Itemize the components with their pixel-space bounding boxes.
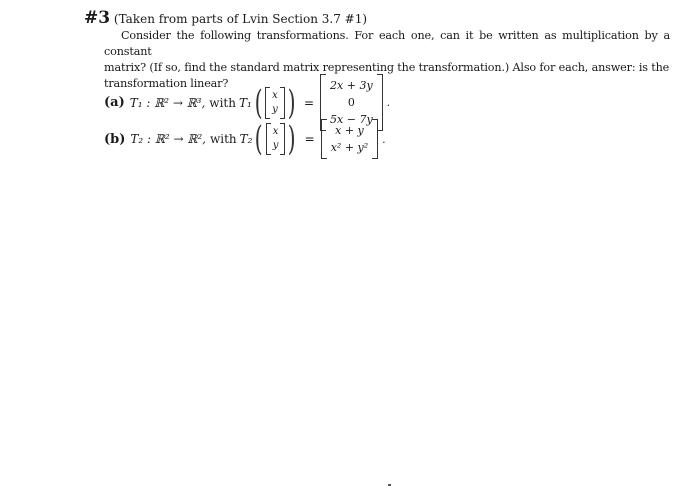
problem-source: (Taken from parts of Lvin Section 3.7 #1)	[113, 12, 368, 26]
part-b-period: .	[382, 132, 386, 146]
problem-header	[84, 10, 676, 28]
part-a-input-vector	[265, 87, 285, 119]
input-entry: y	[272, 140, 279, 151]
input-entry: x	[272, 126, 279, 137]
right-paren: )	[288, 119, 297, 159]
output-entry: 5x − 7y	[330, 113, 373, 126]
left-paren: (	[254, 82, 263, 123]
output-entry: x + y	[335, 124, 364, 137]
problem-number: #3	[84, 8, 111, 28]
part-b-function-name: T₂	[239, 132, 253, 146]
intro-line-2: matrix? (If so, find the standard matrix representing the transformation.) Also for each, answer: is the	[104, 61, 670, 74]
intro-line-3: transformation linear?	[104, 77, 229, 90]
part-b-label: (b)	[104, 131, 126, 147]
intro-line-1: Consider the following transformations. For each one, can it be written as multiplication by a constant	[104, 29, 670, 58]
left-paren: (	[255, 119, 264, 159]
output-entry: 0	[347, 96, 355, 109]
right-paren: )	[287, 82, 296, 123]
part-a-label: (a)	[104, 95, 125, 110]
output-entry: 2x + 3y	[330, 79, 373, 92]
part-b-mapping: T₂ : ℝ² → ℝ²,	[130, 132, 206, 146]
part-a-period: .	[386, 96, 391, 109]
part-b-with: with	[209, 132, 237, 146]
part-b-output-vector	[321, 119, 378, 159]
part-a-mapping: T₁ : ℝ² → ℝ³,	[129, 95, 206, 110]
part-a-function-name: T₁	[238, 95, 252, 110]
output-entry: x² + y²	[330, 141, 369, 154]
input-entry: x	[272, 89, 278, 101]
part-b-equals: =	[304, 132, 315, 146]
part-b	[104, 119, 386, 159]
part-a-with: with	[209, 95, 236, 110]
part-b-input-vector	[266, 123, 286, 155]
input-entry: y	[272, 103, 278, 115]
part-a-equals: =	[303, 95, 315, 110]
